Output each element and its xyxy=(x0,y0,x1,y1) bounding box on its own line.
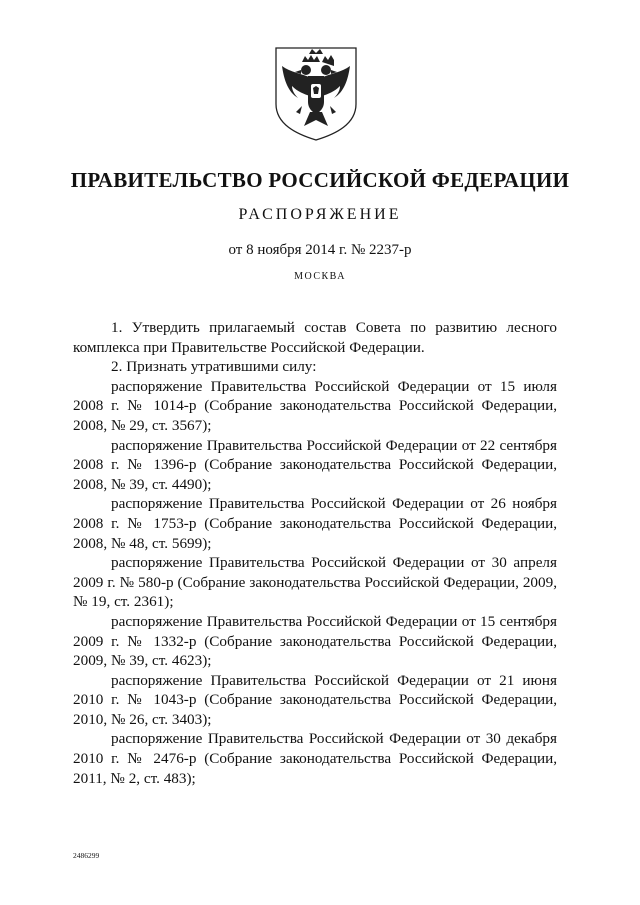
coat-of-arms-icon xyxy=(272,46,360,142)
repealed-order-6: распоряжение Правительства Российской Федерации от 21 июня 2010 г. № 1043-р (Собрание законодательства Российской Федерации, 2010, № 26, ст. 3403); xyxy=(73,671,557,728)
repealed-order-5: распоряжение Правительства Российской Федерации от 15 сентября 2009 г. № 1332-р (Собрание законодательства Российской Федерации, 2009, № 39, ст. 4623); xyxy=(73,612,557,670)
document-code: 2486299 xyxy=(73,851,100,860)
paragraph-item-1: 1. Утвердить прилагаемый состав Совета по развитию лесного комплекса при Правительстве Российской Федерации. xyxy=(73,319,557,356)
repealed-order-4: распоряжение Правительства Российской Федерации от 30 апреля 2009 г. № 580-р (Собрание законодательства Российской Федерации, 2009, № 19, ст. 2361); xyxy=(73,554,557,611)
repealed-order-1: распоряжение Правительства Российской Федерации от 15 июля 2008 г. № 1014-р (Собрание законодательства Российской Федерации, 2008, № 29, ст. 3567); xyxy=(73,377,557,434)
document-body xyxy=(73,318,557,788)
government-title: ПРАВИТЕЛЬСТВО РОССИЙСКОЙ ФЕДЕРАЦИИ xyxy=(70,168,570,192)
repealed-order-3: распоряжение Правительства Российской Федерации от 26 ноября 2008 г. № 1753-р (Собрание законодательства Российской Федерации, 2008, № 48, ст. 5699); xyxy=(73,495,557,552)
repealed-order-2: распоряжение Правительства Российской Федерации от 22 сентября 2008 г. № 1396-р (Собрание законодательства Российской Федерации, 2008, № 39, ст. 4490); xyxy=(73,436,557,493)
repealed-order-7: распоряжение Правительства Российской Федерации от 30 декабря 2010 г. № 2476-р (Собрание законодательства Российской Федерации, 2011, № 2, ст. 483); xyxy=(73,730,557,787)
document-date-number: от 8 ноября 2014 г. № 2237-р xyxy=(228,242,412,258)
paragraph-item-2: 2. Признать утратившими силу: xyxy=(111,358,317,376)
document-city: МОСКВА xyxy=(294,271,346,282)
document-type: РАСПОРЯЖЕНИЕ xyxy=(238,206,402,223)
